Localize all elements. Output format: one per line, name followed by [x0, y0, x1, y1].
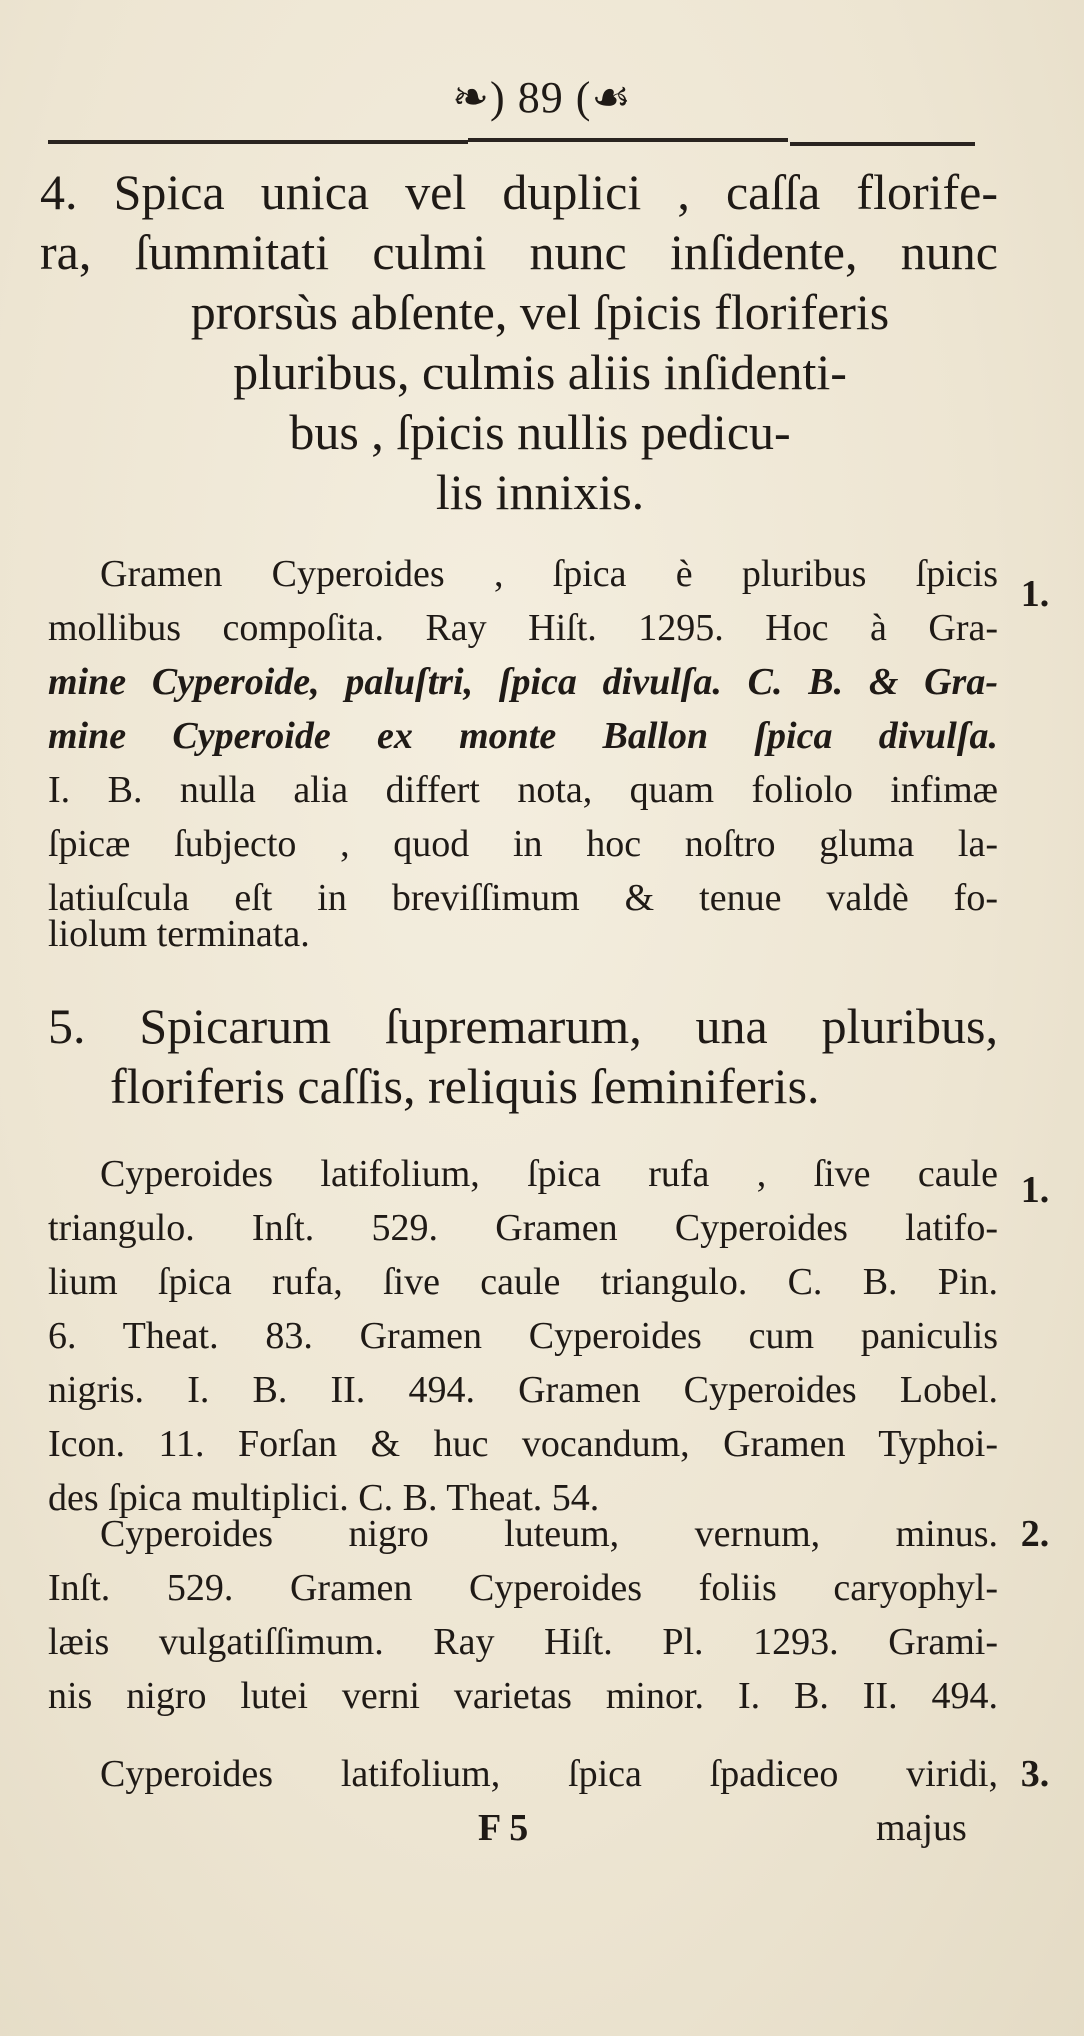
section-4-heading-line: 4. Spica unica vel duplici , caſſa florife- — [40, 164, 998, 220]
page-number: 89 — [517, 73, 564, 122]
right-ornament: (☙ — [575, 73, 632, 122]
catchword: majus — [876, 1807, 967, 1849]
section-4-heading-line: ra, ſummitati culmi nunc inſidente, nunc — [40, 224, 998, 280]
entry-line: ſpicæ ſubjecto , quod in hoc noſtro gluma la- — [48, 823, 998, 865]
entry-line: lium ſpica rufa, ſive caule triangulo. C. B. Pin. — [48, 1261, 998, 1303]
entry-line: mollibus compoſita. Ray Hiſt. 1295. Hoc à Gra- — [48, 607, 998, 649]
running-header — [0, 72, 1084, 123]
section-5-heading-line: 5. Spicarum ſupremarum, una pluribus, — [48, 998, 998, 1054]
entry-line: I. B. nulla alia differt nota, quam foliolo infimæ — [48, 769, 998, 811]
section-4-heading-line: pluribus, culmis aliis inſidenti- — [233, 344, 847, 400]
entry-line: læis vulgatiſſimum. Ray Hiſt. Pl. 1293. Grami- — [48, 1621, 998, 1663]
entry-line: Inſt. 529. Gramen Cyperoides foliis caryophyl- — [48, 1567, 998, 1609]
signature-mark: F 5 — [478, 1807, 529, 1849]
entry-number: 1. — [1020, 1169, 1050, 1211]
entry-line: nigris. I. B. II. 494. Gramen Cyperoides Lobel. — [48, 1369, 998, 1411]
entry-number: 1. — [1020, 573, 1050, 615]
section-5-heading-line: floriferis caſſis, reliquis ſeminiferis. — [110, 1058, 820, 1114]
section-4-heading-line: prorsùs abſente, vel ſpicis floriferis — [190, 284, 890, 340]
entry-line: mine Cyperoide ex monte Ballon ſpica divulſa. — [48, 715, 998, 757]
section-4-heading-line: bus , ſpicis nullis pedicu- — [289, 404, 791, 460]
left-ornament: ❧) — [452, 73, 506, 122]
header-rule — [790, 142, 975, 146]
entry-number: 2. — [1020, 1513, 1050, 1555]
entry-line: triangulo. Inſt. 529. Gramen Cyperoides latifo- — [48, 1207, 998, 1249]
entry-line: Icon. 11. Forſan & huc vocandum, Gramen Typhoi- — [48, 1423, 998, 1465]
entry-line: 6. Theat. 83. Gramen Cyperoides cum paniculis — [48, 1315, 998, 1357]
entry-line: Cyperoides latifolium, ſpica ſpadiceo viridi, — [100, 1753, 998, 1795]
entry-line: des ſpica multiplici. C. B. Theat. 54. — [48, 1477, 600, 1519]
header-rule — [468, 138, 788, 142]
entry-line: nis nigro lutei verni varietas minor. I. B. II. 494. — [48, 1675, 998, 1717]
entry-line: mine Cyperoide, paluſtri, ſpica divulſa. C. B. & Gra- — [48, 661, 998, 703]
section-4-heading-line: lis innixis. — [435, 464, 645, 520]
entry-line: Cyperoides nigro luteum, vernum, minus. — [100, 1513, 998, 1555]
entry-line: Gramen Cyperoides , ſpica è pluribus ſpicis — [100, 553, 998, 595]
header-rule — [48, 140, 468, 144]
entry-line: latiuſcula eſt in breviſſimum & tenue valdè fo- — [48, 877, 998, 919]
entry-line: Cyperoides latifolium, ſpica rufa , ſive caule — [100, 1153, 998, 1195]
entry-number: 3. — [1020, 1753, 1050, 1795]
entry-line: liolum terminata. — [48, 913, 310, 955]
